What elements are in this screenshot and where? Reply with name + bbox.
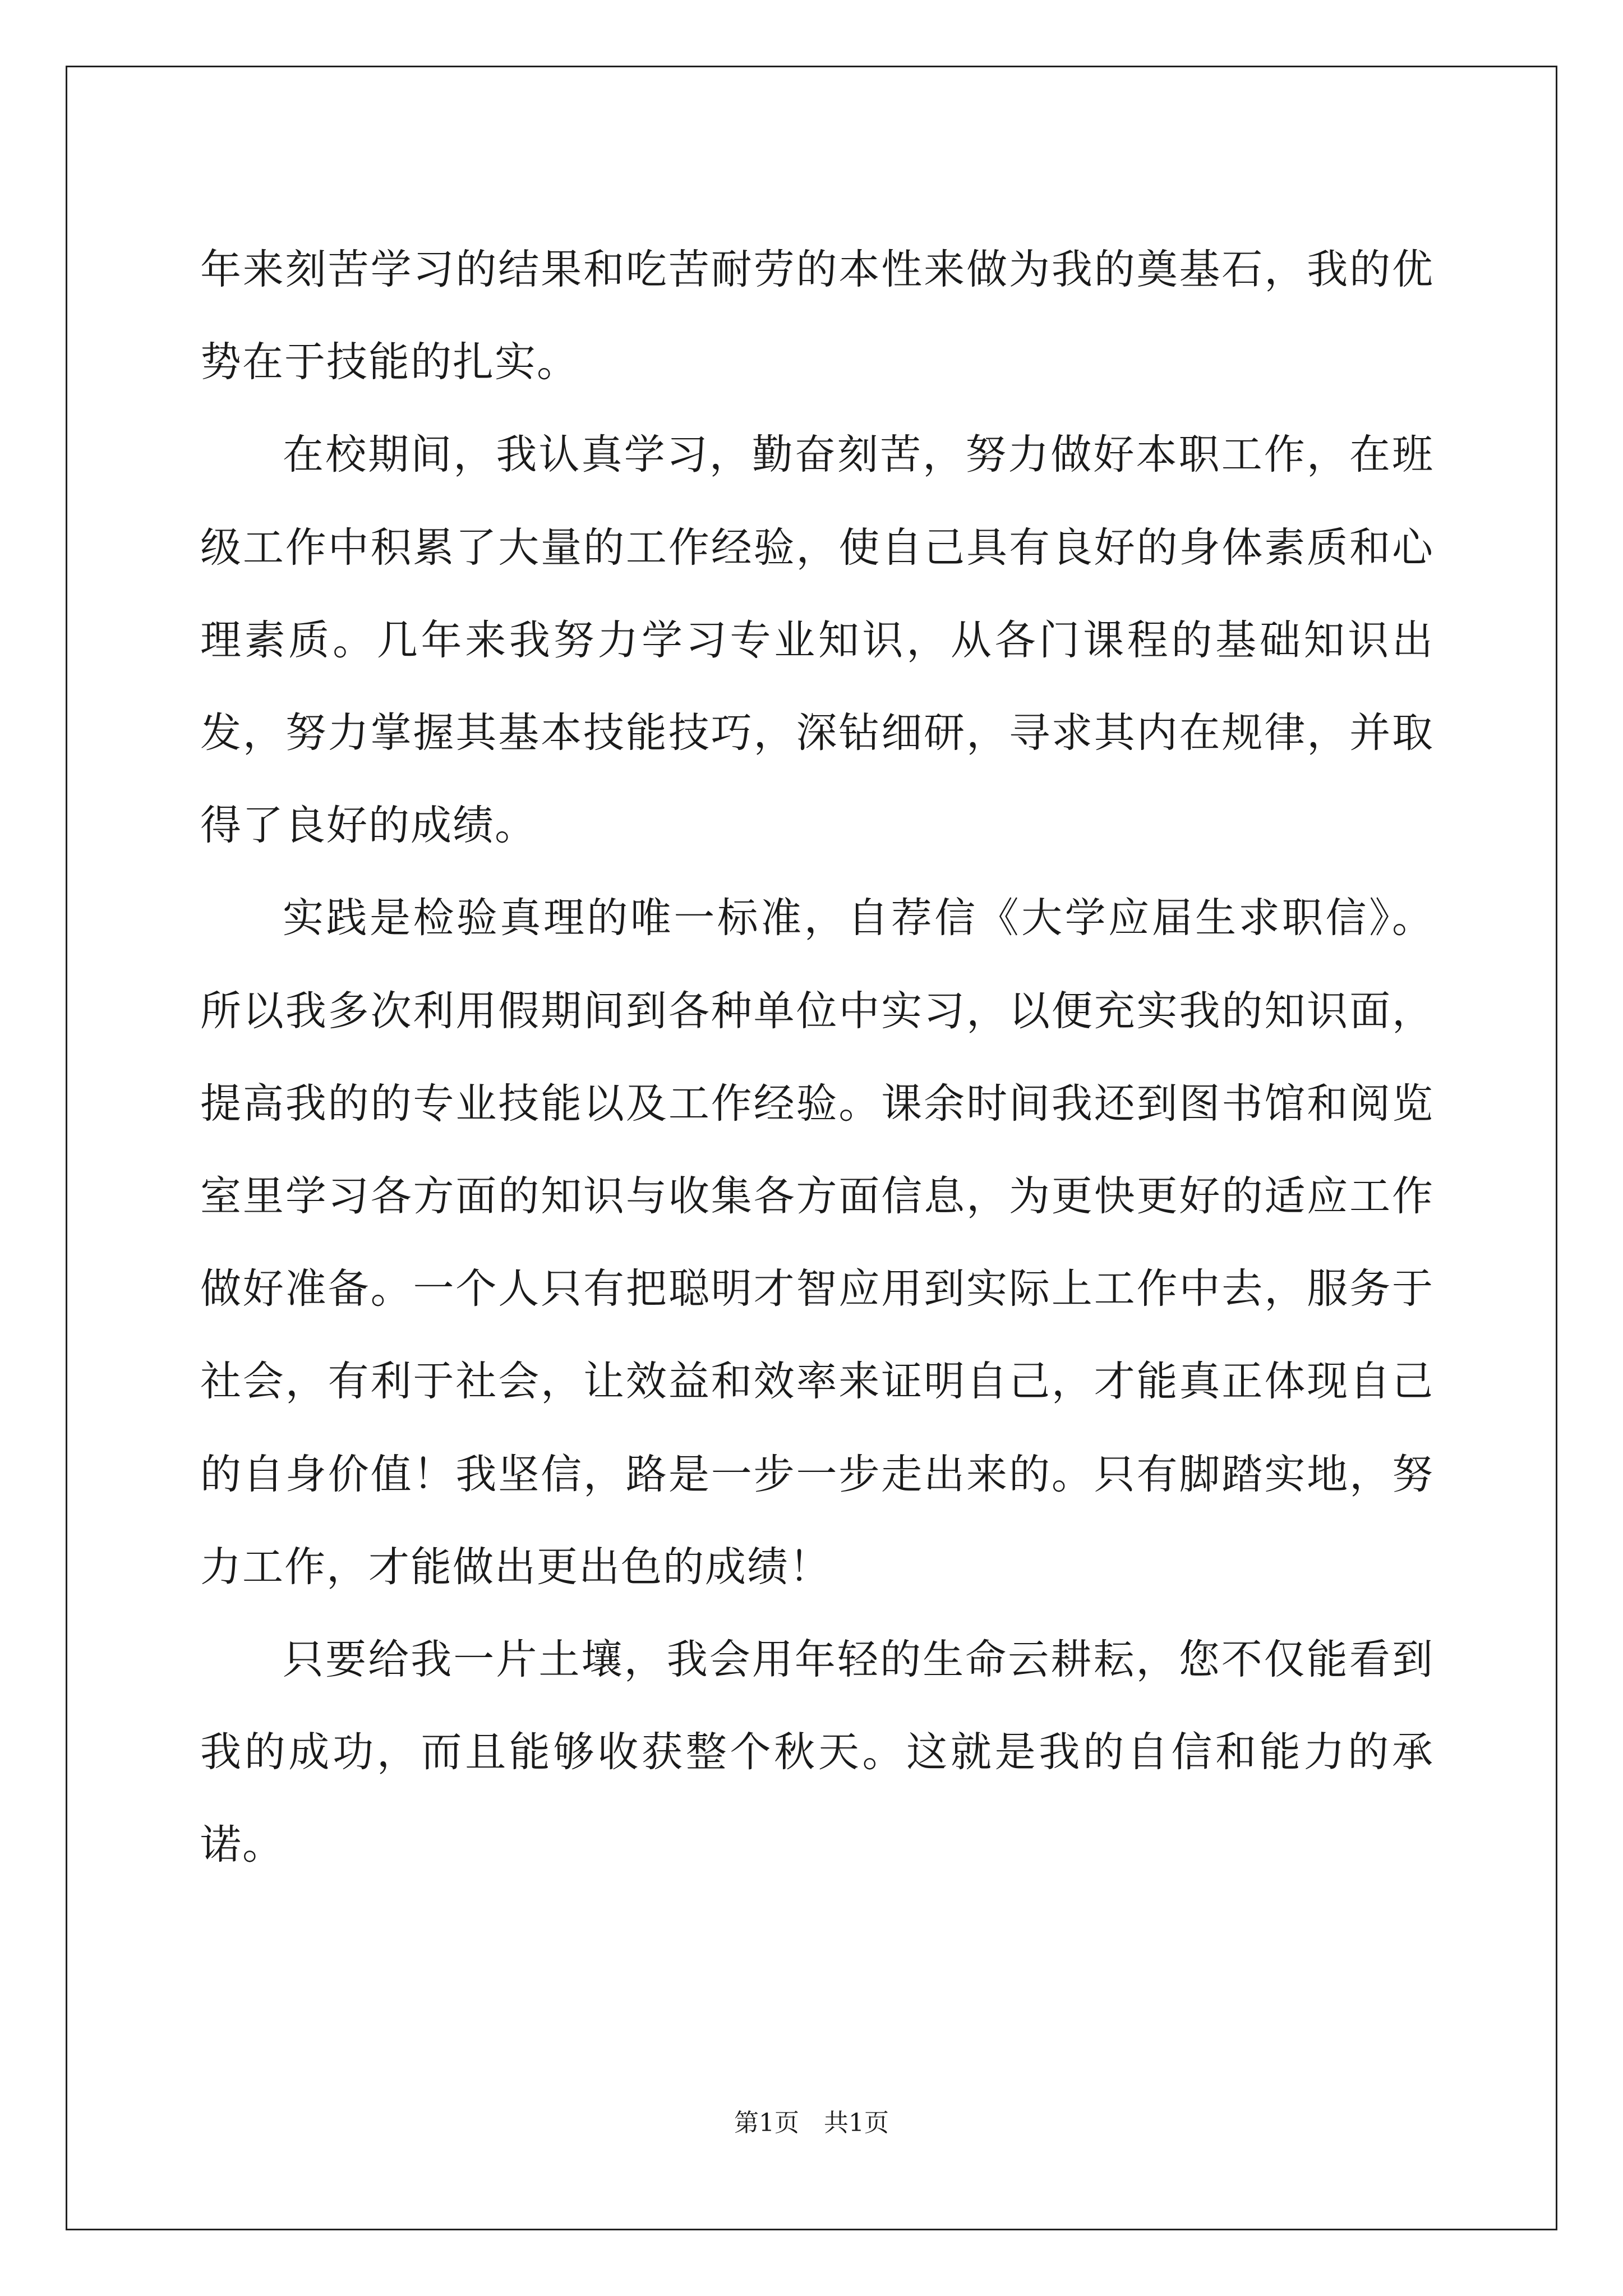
paragraph-1: 年来刻苦学习的结果和吃苦耐劳的本性来做为我的奠基石，我的优势在于技能的扎实。 bbox=[200, 246, 1434, 386]
paragraph-3: 实践是检验真理的唯一标准，自荐信《大学应届生求职信》。所以我多次利用假期间到各种单位中实习，以便充实我的知识面，提高我的的专业技能以及工作经验。课余时间我还到图书馆和阅览室里学习各方面的知识与收集各方面信息，为更快更好的适应工作做好准备。一个人只有把聪明才智应用到实际上工作中去，服务于社会，有利于社会，让效益和效率来证明自己，才能真正体现自己的自身价值！我坚信，路是一步一步走出来的。只有脚踏实地，努力工作，才能做出更出色的成绩！ bbox=[200, 894, 1434, 1591]
paragraph-2: 在校期间，我认真学习，勤奋刻苦，努力做好本职工作，在班级工作中积累了大量的工作经验，使自己具有良好的身体素质和心理素质。几年来我努力学习专业知识，从各门课程的基础知识出发，努力掌握其基本技能技巧，深钻细研，寻求其内在规律，并取得了良好的成绩。 bbox=[200, 431, 1434, 850]
paragraph-4: 只要给我一片土壤，我会用年轻的生命云耕耘，您不仅能看到我的成功，而且能够收获整个秋天。这就是我的自信和能力的承诺。 bbox=[200, 1636, 1434, 1869]
document-body bbox=[200, 223, 1434, 1892]
page-number-label: 第1页 共1页 bbox=[734, 2109, 889, 2137]
page-footer bbox=[0, 2106, 1623, 2140]
